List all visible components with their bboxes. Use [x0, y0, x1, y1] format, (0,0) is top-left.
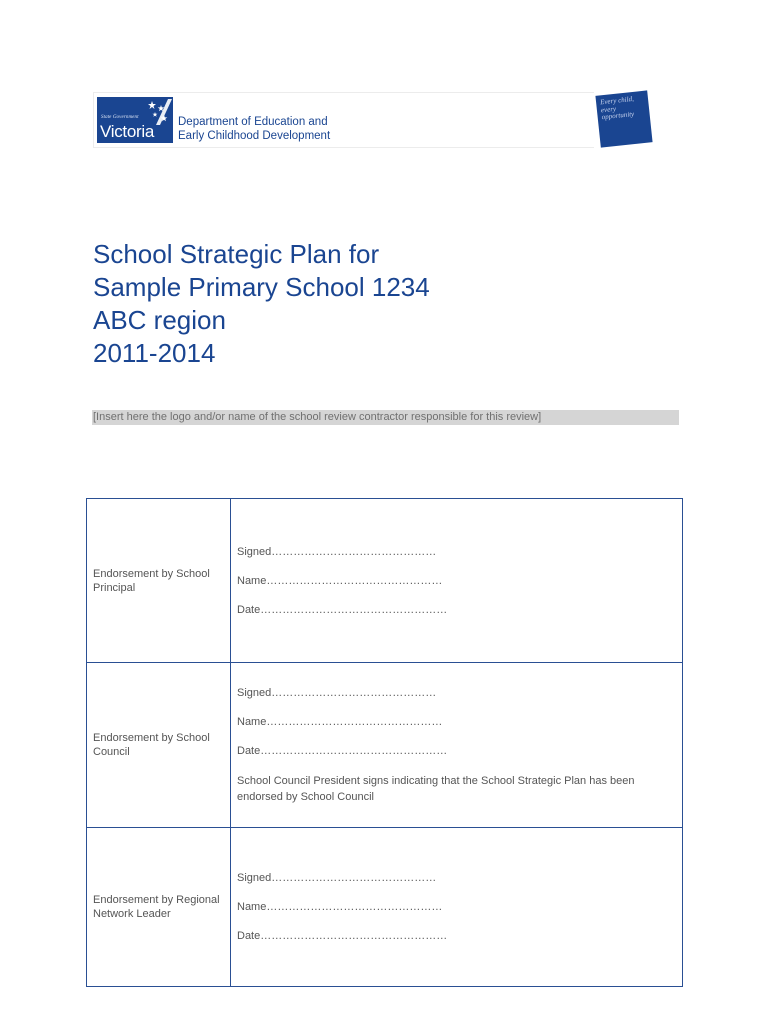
- vic-logo-small-text: State Government: [101, 115, 139, 120]
- page-title: [93, 238, 430, 370]
- signed-line: Signed………………………………………: [237, 872, 437, 884]
- department-line-1: Department of Education and: [178, 116, 328, 128]
- title-line-4: 2011-2014: [93, 338, 216, 368]
- signed-line: Signed………………………………………: [237, 545, 437, 558]
- endorsement-label: Endorsement by School Council: [87, 663, 231, 828]
- name-line: Name…………………………………………: [237, 715, 443, 728]
- victoria-government-logo: [97, 97, 173, 143]
- department-line-2: Early Childhood Development: [178, 130, 331, 142]
- endorsement-table: [86, 498, 683, 987]
- title-line-3: ABC region: [93, 305, 226, 335]
- department-name: [178, 115, 330, 143]
- signed-line: Signed………………………………………: [237, 686, 437, 699]
- endorsement-label: Endorsement by School Principal: [87, 499, 231, 663]
- date-line: Date……………………………………………: [237, 930, 448, 942]
- table-row: [87, 828, 683, 987]
- signature-fields: [231, 663, 683, 828]
- council-note: School Council President signs indicating that the School Strategic Plan has been endorsed by School Council: [237, 774, 635, 803]
- ribbon-text: Every child, every opportunity: [599, 94, 635, 122]
- every-child-ribbon-logo: [595, 90, 652, 147]
- vic-logo-wordmark: Victoria: [100, 122, 154, 141]
- date-line: Date……………………………………………: [237, 603, 448, 616]
- name-line: Name…………………………………………: [237, 574, 443, 587]
- signature-fields: [231, 499, 683, 663]
- date-line: Date……………………………………………: [237, 744, 448, 757]
- table-row: [87, 499, 683, 663]
- title-line-1: School Strategic Plan for: [93, 239, 380, 269]
- signature-fields: [231, 828, 683, 987]
- name-line: Name…………………………………………: [237, 901, 443, 913]
- contractor-placeholder: [Insert here the logo and/or name of the school review contractor responsible for this review]: [92, 410, 679, 425]
- table-row: [87, 663, 683, 828]
- endorsement-label: Endorsement by Regional Network Leader: [87, 828, 231, 987]
- title-line-2: Sample Primary School 1234: [93, 272, 430, 302]
